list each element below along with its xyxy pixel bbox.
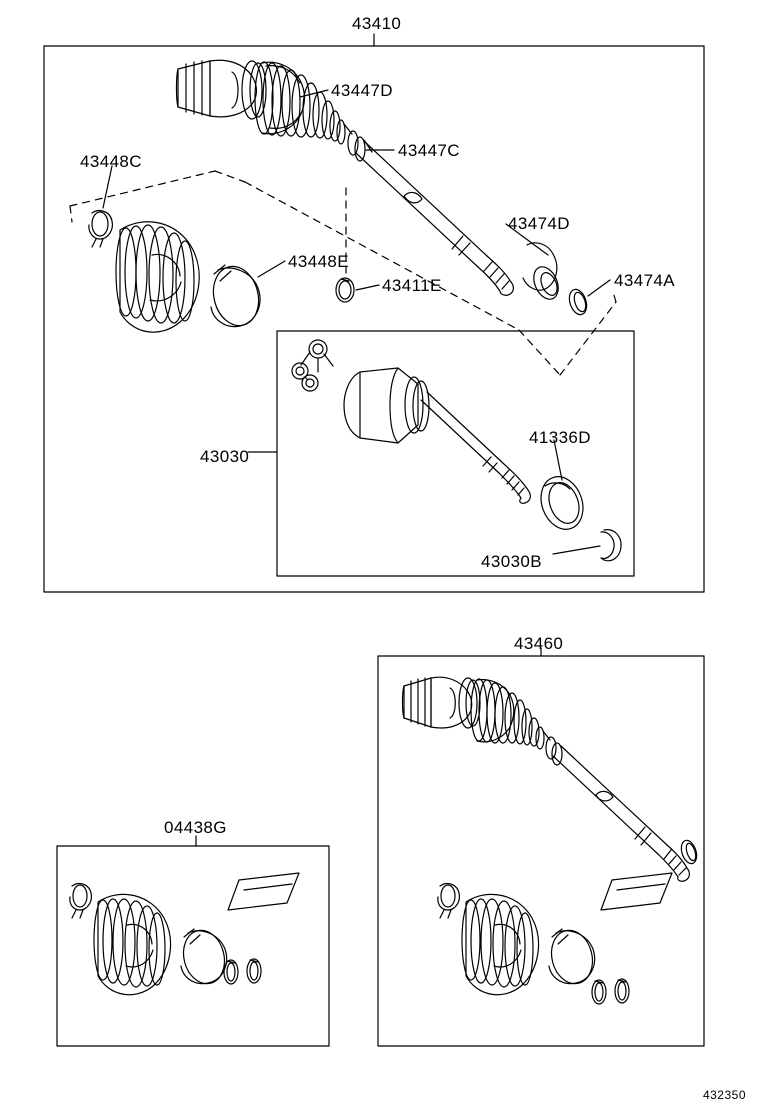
part-43030B-snapring	[601, 530, 621, 561]
part-43460-joint	[431, 677, 480, 728]
part-inner-shaft	[421, 392, 530, 503]
part-axle-shaft	[356, 142, 513, 295]
callout-label-43447D: 43447D	[331, 81, 393, 100]
part-43460-kit-clamp	[438, 884, 460, 918]
callout-label-43474A: 43474A	[614, 271, 676, 290]
part-outer-cv-joint	[210, 60, 266, 119]
diagram-footer-code: 432350	[702, 1088, 746, 1102]
callout-label-43447C: 43447C	[398, 141, 460, 160]
part-43448C-clamp	[89, 211, 113, 247]
part-04438G-boot	[94, 894, 171, 994]
callout-leaders	[103, 90, 610, 554]
part-43460-kit-bigclamp	[546, 926, 598, 988]
part-04438G-bigclamp	[178, 926, 230, 988]
part-43448E-clamp	[207, 262, 264, 331]
part-43460-kit-rings	[592, 979, 629, 1004]
part-43474A-ring	[566, 287, 589, 317]
part-inner-joint-housing	[344, 368, 429, 443]
part-43460-kit-boot	[462, 894, 539, 994]
part-04438G-grease	[228, 873, 299, 910]
callout-label-43448E: 43448E	[288, 252, 350, 271]
part-outer-boot	[255, 62, 352, 144]
part-04438G-clamp	[70, 884, 92, 918]
part-large-boot	[116, 222, 199, 332]
part-43460-kit-grease	[601, 873, 672, 910]
callout-label-43474D: 43474D	[508, 214, 570, 233]
part-04438G-rings	[224, 959, 261, 984]
part-outer-joint-splines	[177, 61, 211, 116]
callout-label-43448C: 43448C	[80, 152, 142, 171]
part-43460-splines	[403, 678, 432, 727]
group-label-43460: 43460	[514, 634, 564, 653]
group-label-43410: 43410	[352, 14, 402, 33]
part-43411E-snapring	[336, 278, 354, 302]
part-43460-boot	[471, 679, 562, 765]
callout-label-41336D: 41336D	[529, 428, 591, 447]
group-label-04438G: 04438G	[164, 818, 227, 837]
part-43460-shaft	[553, 746, 689, 881]
callout-label-43411E: 43411E	[382, 276, 442, 295]
callout-label-43030B: 43030B	[481, 552, 543, 571]
box-43030	[277, 331, 634, 576]
box-43410	[44, 46, 704, 592]
part-43460-ring	[679, 838, 700, 865]
group-label-43030: 43030	[200, 447, 250, 466]
part-tripod-spider	[292, 340, 333, 391]
